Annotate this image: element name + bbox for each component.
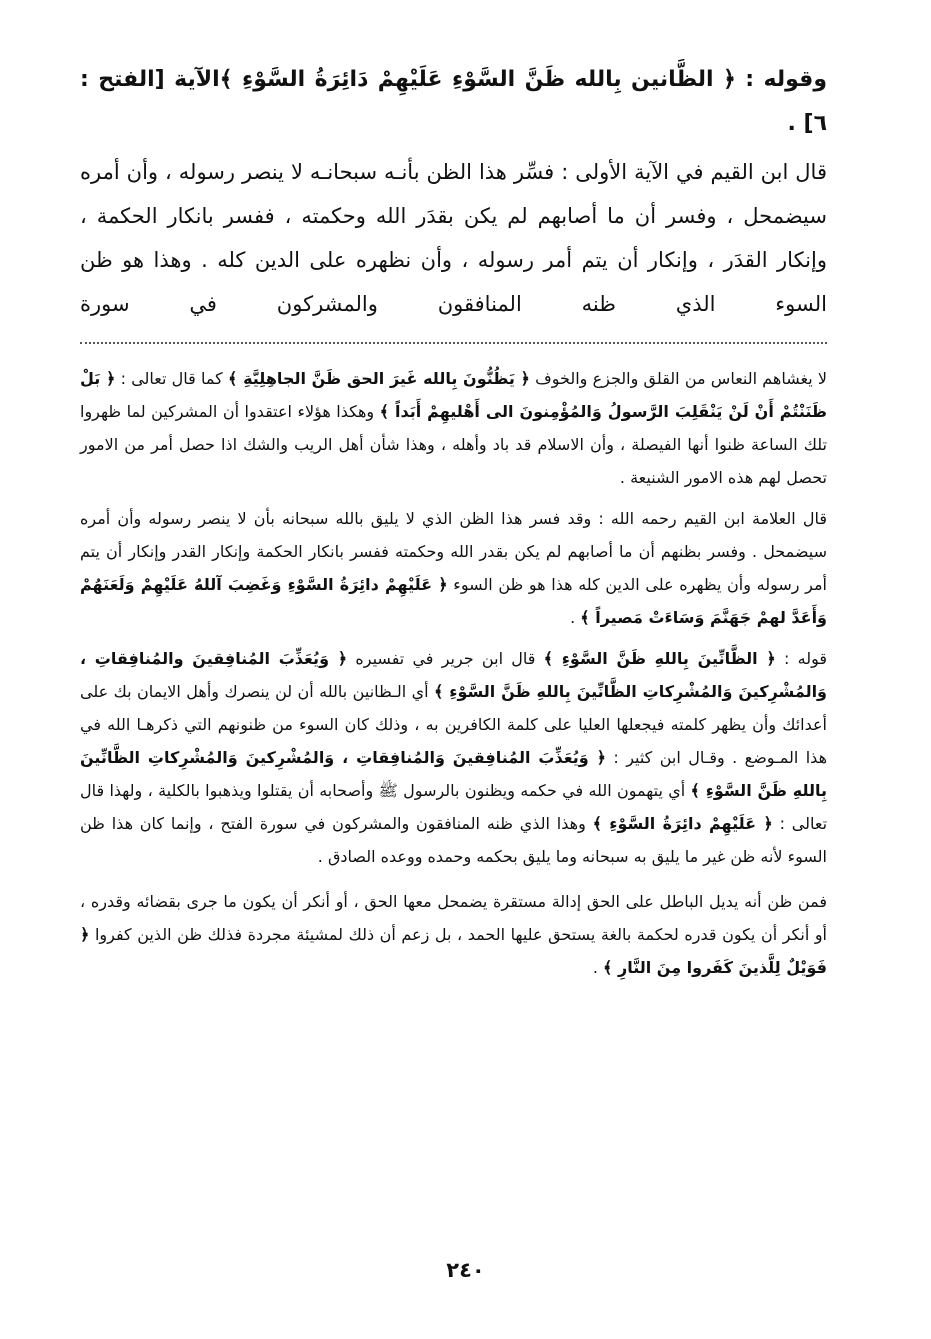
footnotes — [80, 362, 827, 984]
quran-quote: ﴿ وَيُعَذِّبَ المُنافِقينَ وَالمُنافِقاتِ ، وَالمُشْرِكينَ وَالمُشْرِكاتِ الظَّانِّينَ بِاللهِ ظَنَّ السَّوْءِ ﴾ — [80, 748, 828, 800]
quran-quote: ﴿ وَيُعَذِّبَ المُنافِقينَ والمُنافِقاتِ ، وَالمُشْرِكينَ وَالمُشْرِكاتِ الظَّانِّينَ بِاللهِ ظَنَّ السَّوْءِ ﴾ — [80, 649, 827, 701]
footnote-text: فمن ظن أنه يديل الباطل على الحق إدالة مستقرة يضمحل معها الحق ، أو أنكر أن يكون ما جرى بقضائه وقدره ، أو أنكر أن يكون قدره لحكمة بالغة يستحق عليها الحمد ، بل زعم أن ذلك لمشيئة مجردة فذلك ظن الذين كفروا — [80, 892, 827, 944]
footnote-text: وهكذا هؤلاء اعتقدوا أن المشركين لما ظهروا تلك الساعة ظنوا أنها الفيصلة ، وأن الاسلام قد باد وأهله ، وهذا شأن أهل الريب والشك اذا حصل أمر من الامور تحصل لهم هذه الامور الشنيعة . — [80, 402, 827, 487]
quran-quote: ﴿ فَوَيْلٌ لِلَّذينَ كَفَروا مِنَ النَّارِ ﴾ — [80, 925, 827, 977]
footnote-divider — [80, 342, 827, 344]
footnote-text: قال العلامة ابن القيم رحمه الله : وقد فسر هذا الظن الذي لا يليق بالله سبحانه بأن لا ينصر رسوله وأن أمره سيضمحل . وفسر بظنهم أن ما أصابهم لم يكن بقدر الله وحكمته ففسر بانكار الحكمة وإنكار القدر وإنكار أن يتم أمر رسوله وأن يظهره على الدين كله هذا هو ظن السوء — [80, 509, 827, 594]
main-paragraph: قال ابن القيم في الآية الأولى : فسِّر هذا الظن بأنـه سبحانـه لا ينصر رسوله ، وأن أمره سيضمحل ، وفسر أن ما أصابهم لم يكن بقدَر الله وحكمته ، ففسر بانكار الحكمة ، وإنكار القدَر ، وإنكار أن يتم أمر رسوله ، وأن نظهره على الدين كله . وهذا هو ظن السوء الذي ظنه المنافقون والمشركون في سورة — [80, 160, 827, 316]
footnote-paragraph-1 — [80, 362, 827, 494]
main-text — [80, 150, 827, 326]
quran-quote: ﴿ بَلْ ظَنَنْتُمْ أَنْ لَنْ يَنْقَلِبَ الرَّسولُ وَالمُؤْمِنونَ الى أَهْليهِمْ أَبَداً ﴾ — [80, 369, 827, 421]
footnote-text: وهذا الذي ظنه المنافقون والمشركون في سورة الفتح ، وإنما كان هذا ظن السوء لأنه ظن غير ما يليق به سبحانه وما يليق بحكمه وحمده ووعده الصادق . — [80, 814, 827, 866]
footnote-paragraph-3 — [80, 642, 827, 873]
footnote-paragraph-4 — [80, 885, 827, 984]
page-number: ٢٤٠ — [446, 1258, 485, 1282]
quran-quote: ﴿ عَلَيْهِمْ دائِرَةُ السَّوْءِ وَغَضِبَ آللهُ عَلَيْهِمْ وَلَعَنَهُمْ وَأَعَدَّ لهمْ جَهَنَّمَ وَسَاءَتْ مَصيراً ﴾ — [80, 575, 827, 627]
footnote-text: لا يغشاهم النعاس من القلق والجزع والخوف — [535, 369, 828, 388]
footnote-text: أي الـظانين بالله أن لن ينصرك وأهل الايمان بك على أعدائك وأن يظهر كلمته فيجعلها العليا على كلمة الكافرين به ، وذلك كان السوء من ظنونهم التي ذكرهـا الله في هذا المـوضع . وقـال ابن كثير : — [80, 682, 828, 767]
footnote-text: قال ابن جرير في تفسيره — [355, 649, 536, 668]
footnote-paragraph-2 — [80, 502, 827, 634]
footnote-text: . — [570, 608, 576, 627]
footnote-text: كما قال تعالى : — [120, 369, 223, 388]
quran-quote: ﴿ الظَّانِّينَ بِاللهِ ظَنَّ السَّوْءِ ﴾ — [543, 649, 776, 668]
verse-heading: وقوله : ﴿ الظَّانين بِالله ظَنَّ السَّوْءِ عَلَيْهِمْ دَائِرَةُ السَّوْءِ ﴾الآية [الفتح : ٦] . — [80, 67, 827, 136]
footnote-text: قوله : — [784, 649, 828, 668]
quran-quote: ﴿ يَظُنُّونَ بِالله غَيرَ الحق ظَنَّ الجاهِلِيَّةِ ﴾ — [228, 369, 530, 388]
quran-quote: ﴿ عَلَيْهِمْ دائِرَةُ السَّوْءِ ﴾ — [592, 814, 773, 833]
footnote-text: . — [592, 958, 598, 977]
footnote-text: أي يتهمون الله في حكمه ويظنون بالرسول ﷺ وأصحابه أن يقتلوا ويذهبوا بالكلية ، ولهذا قال تعالى : — [80, 781, 828, 833]
